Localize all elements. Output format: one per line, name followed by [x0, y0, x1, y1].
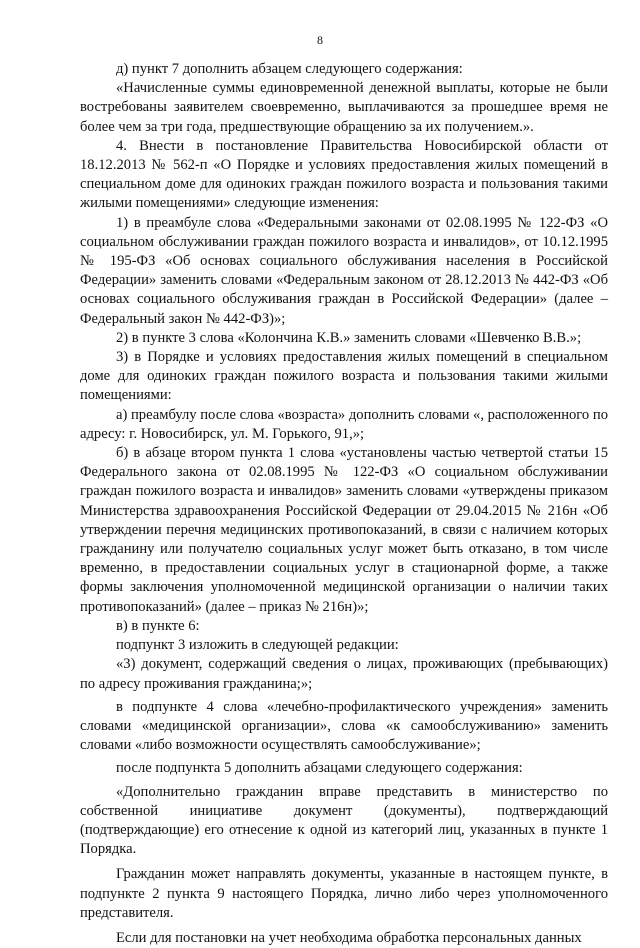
paragraph: после подпункта 5 дополнить абзацами следующего содержания: — [116, 760, 523, 777]
paragraph: 4. Внести в постановление Правительства Новосибирской области от 18.12.2013 № 562-п «О Порядке и условиях предоставления жилых помещений в специальном доме для одиноких граждан пожилого возраста и пользования такими жилыми помещениями» следующие изменения: — [80, 137, 608, 212]
paragraph: «Дополнительно гражданин вправе представить в министерство по собственной инициативе документ (документы), подтверждающий (подтверждающие) его отнесение к одной из категорий лиц, указанных в пункте 1 Порядка. — [80, 783, 608, 858]
paragraph: в подпункте 4 слова «лечебно-профилактического учреждения» заменить словами «медицинской организации», слова «к самообслуживанию» заменить словами «либо возможности осуществлять самообслуживание»; — [80, 698, 608, 754]
document-body — [80, 60, 608, 948]
paragraph: подпункт 3 изложить в следующей редакции: — [116, 637, 399, 654]
paragraph: «3) документ, содержащий сведения о лицах, проживающих (пребывающих) по адресу проживания гражданина;»; — [80, 656, 608, 692]
page-number: 8 — [317, 33, 323, 47]
paragraph: Гражданин может направлять документы, указанные в настоящем пункте, в подпункте 2 пункта 9 настоящего Порядка, лично либо через уполномоченного представителя. — [80, 866, 608, 921]
paragraph: в) в пункте 6: — [116, 617, 200, 634]
paragraph: Если для постановки на учет необходима обработка персональных данных — [116, 929, 582, 946]
paragraph: б) в абзаце втором пункта 1 слова «установлены частью четвертой статьи 15 Федерального закона от 02.08.1995 № 122-ФЗ «О социальном обслуживании граждан пожилого возраста и инвалидов» заменить словами «утверждены приказом Министерства здравоохранения Российской Федерации от 29.04.2015 № 216н «Об утверждении перечня медицинских противопоказаний, в связи с наличием которых гражданину или получателю социальных услуг может быть отказано, в том числе временно, в предоставлении социальных услуг в стационарной форме, а также формы заключения уполномоченной медицинской организации о наличии таких противопоказаний» (далее – приказ № 216н)»; — [80, 445, 608, 615]
paragraph: «Начисленные суммы единовременной денежной выплаты, которые не были востребованы заявителем своевременно, выплачиваются за прошедшее время не более чем за три года, предшествующие обращению за их получением.». — [80, 80, 608, 135]
paragraph: 2) в пункте 3 слова «Колончина К.В.» заменить словами «Шевченко В.В.»; — [116, 329, 582, 346]
paragraph: а) преамбулу после слова «возраста» дополнить словами «, расположенного по адресу: г. Новосибирск, ул. М. Горького, 91,»; — [80, 406, 608, 442]
paragraph: 3) в Порядке и условиях предоставления жилых помещений в специальном доме для одиноких граждан пожилого возраста и пользования такими жилыми помещениями: — [80, 349, 608, 404]
paragraph: 1) в преамбуле слова «Федеральными законами от 02.08.1995 № 122-ФЗ «О социальном обслуживании граждан пожилого возраста и инвалидов», от 10.12.1995 № 195-ФЗ «Об основах социального обслуживания населения в Российской Федерации» заменить словами «Федеральным законом от 28.12.2013 № 442-ФЗ «Об основах социального обслуживания граждан в Российской Федерации» (далее – Федеральный закон № 442-ФЗ)»; — [80, 214, 608, 327]
paragraph: д) пункт 7 дополнить абзацем следующего содержания: — [116, 61, 463, 77]
